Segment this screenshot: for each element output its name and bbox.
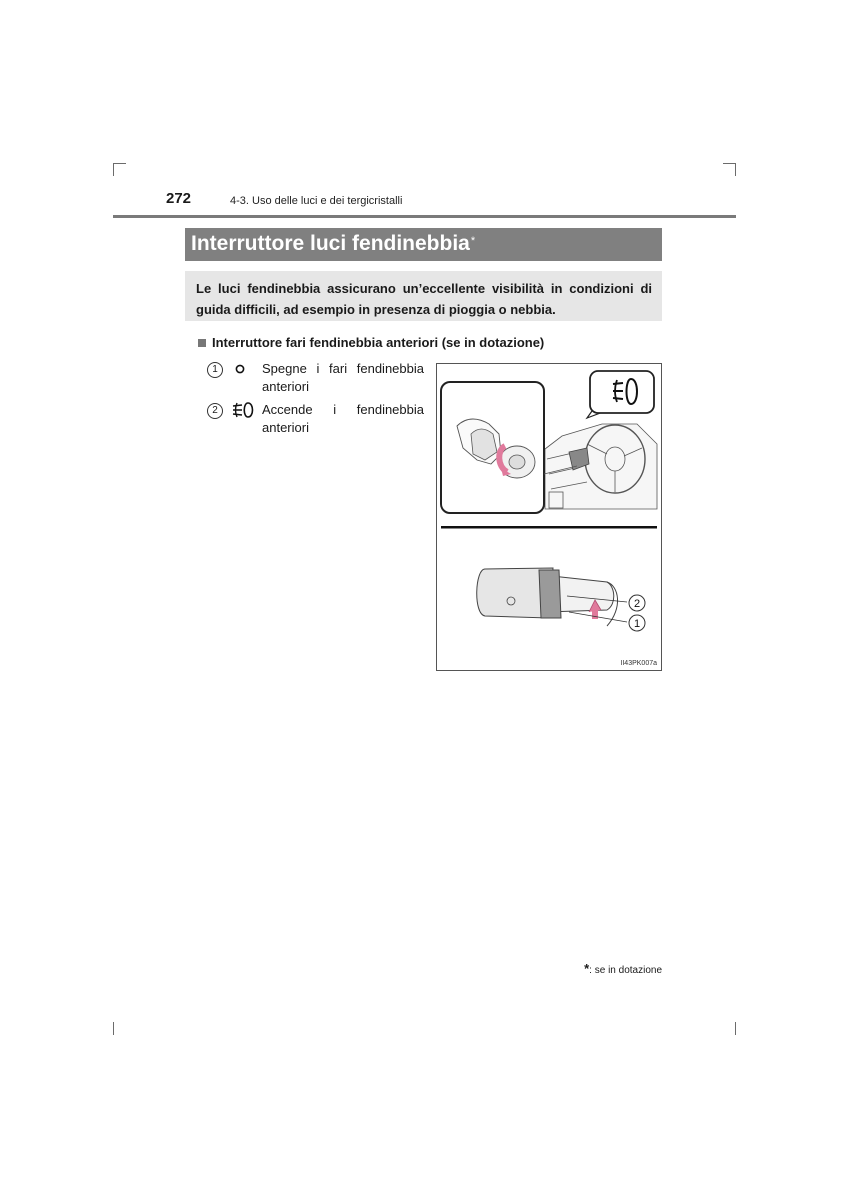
page-title-text: Interruttore luci fendinebbia [191,232,470,255]
callout-2-label: 2 [633,598,641,610]
zoom-callout [587,371,654,418]
item-number-badge: 2 [207,403,223,419]
off-circle-icon [231,360,257,378]
list-item [207,360,424,396]
subheading-text: Interruttore fari fendinebbia anteriori (se in dotazione) [212,335,545,350]
figure-divider [441,526,657,529]
item-number-badge: 1 [207,362,223,378]
list-item [207,401,424,437]
fog-light-switch-illustration [436,363,662,671]
header-divider [113,215,736,218]
subheading [198,335,544,350]
front-fog-light-icon [231,401,257,419]
crop-mark-top-left-v [113,163,114,176]
illustration-drawing [437,364,663,672]
crop-mark-top-right-v [735,163,736,176]
square-bullet-icon [198,339,206,347]
page-number: 272 [166,190,192,207]
intro-text: Le luci fendinebbia assicurano un’eccellente visibilità in condizioni di guida difficili, ad esempio in presenza di pioggia o nebbia. [196,281,652,317]
crop-mark-bottom-left-v [113,1022,114,1035]
footnote [584,961,662,976]
item-description: Spegne i fari fendinebbia anteriori [262,361,424,394]
optional-equipment-mark: * [470,235,476,247]
crop-mark-top-left-h [113,163,126,164]
stalk-detail [477,568,645,631]
item-description: Accende i fendinebbia anteriori [262,402,424,435]
page-title [185,228,662,261]
intro-box [185,271,662,321]
footnote-text: : se in dotazione [589,965,662,976]
figure-code: II43PK007a [620,660,657,667]
footnote-mark: * [584,961,590,976]
callout-1-label: 1 [633,618,641,630]
crop-mark-bottom-right-v [735,1022,736,1035]
dashboard-scene [545,424,657,509]
section-breadcrumb: 4-3. Uso delle luci e dei tergicristalli [230,195,403,207]
